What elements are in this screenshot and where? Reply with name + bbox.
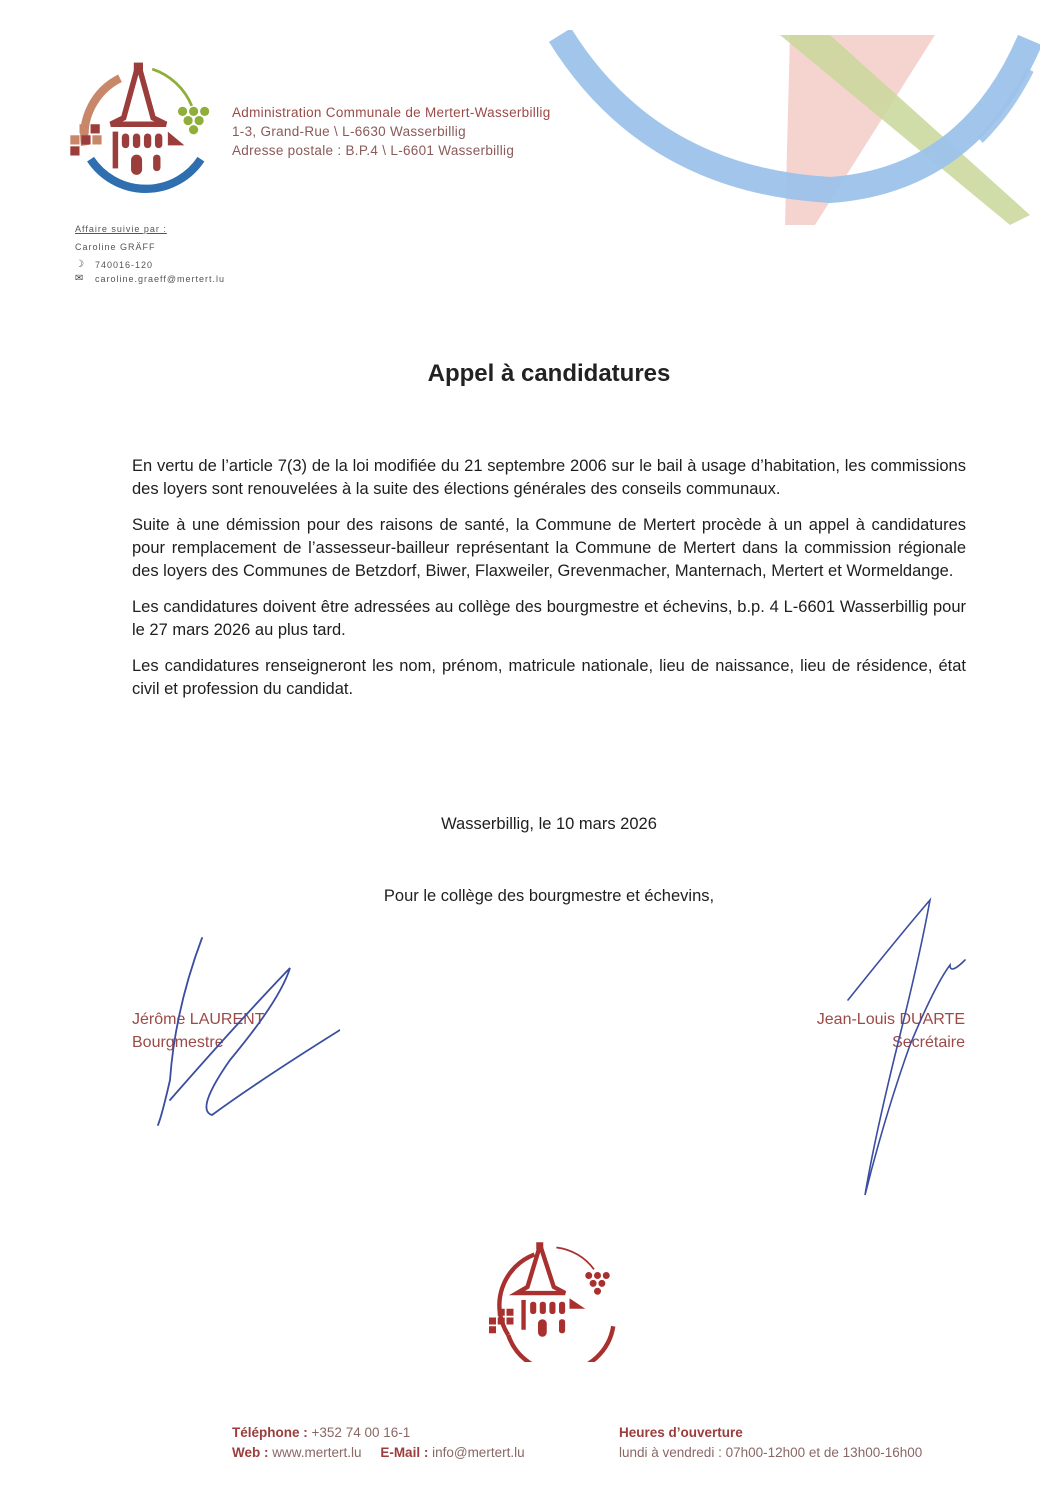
case-handler-email[interactable]: caroline.graeff@mertert.lu: [95, 274, 226, 284]
footer-email-label: E-Mail :: [380, 1445, 429, 1460]
decorative-swoosh-graphic: [540, 30, 1040, 230]
paragraph-requirements: Les candidatures renseigneront les nom, prénom, matricule nationale, lieu de naissance, lieu de résidence, état civil et profession du candidat.: [132, 657, 966, 698]
footer-web-label: Web :: [232, 1445, 269, 1460]
commune-logo: [64, 58, 222, 196]
organization-postal-address: Adresse postale : B.P.4 \ L-6601 Wasserbillig: [232, 143, 515, 158]
signatory-mayor: [132, 1008, 264, 1054]
email-icon: ✉: [75, 273, 85, 284]
opening-hours-label: Heures d’ouverture: [619, 1425, 743, 1440]
signatory-name: Jean-Louis DUARTE: [816, 1011, 965, 1028]
opening-hours-value: lundi à vendredi : 07h00-12h00 et de 13h00-16h00: [619, 1445, 923, 1460]
paragraph-legal-basis: En vertu de l’article 7(3) de la loi modifiée du 21 septembre 2006 sur le bail à usage d’habitation, les commissions des loyers sont renouvelées à la suite des élections générales des conseils communaux.: [132, 457, 966, 498]
paragraph-submission: Les candidatures doivent être adressées au collège des bourgmestre et échevins, b.p. 4 L-6601 Wasserbillig pour le 27 mars 2026 au plus tard.: [132, 598, 966, 639]
footer-web-link[interactable]: www.mertert.lu: [272, 1445, 362, 1460]
case-handler-phone: 740016-120: [95, 260, 154, 270]
signatory-secretary: [817, 1008, 965, 1054]
footer-phone: +352 74 00 16-1: [311, 1425, 411, 1440]
signatory-role: Bourgmestre: [132, 1034, 224, 1051]
signatory-name: Jérôme LAURENT: [132, 1011, 265, 1028]
footer-contact: [232, 1423, 525, 1463]
paragraph-vacancy: Suite à une démission pour des raisons de santé, la Commune de Mertert procède à un appel à candidatures pour remplacement de l’assesseur-bailleur représentant la Commune de Mertert dans la commission régionale des loyers des Communes de Betzdorf, Biwer, Flaxweiler, Grevenmacher, Manternach, Mertert et Wormeldange.: [132, 516, 966, 580]
case-handler-block: [75, 222, 225, 286]
commune-logo-footer: [482, 1238, 622, 1362]
footer-phone-label: Téléphone :: [232, 1425, 308, 1440]
place-and-date: Wasserbillig, le 10 mars 2026: [441, 815, 657, 833]
signatory-role: Secrétaire: [892, 1034, 965, 1051]
organization-header: [232, 103, 551, 160]
closing-formula: Pour le collège des bourgmestre et échevins,: [383, 887, 715, 905]
document-body: [132, 455, 966, 714]
case-handler-label: Affaire suivie par :: [75, 224, 167, 234]
footer-email-link[interactable]: info@mertert.lu: [432, 1445, 525, 1460]
document-title: Appel à candidatures: [427, 360, 671, 387]
organization-address: 1-3, Grand-Rue \ L-6630 Wasserbillig: [232, 124, 466, 139]
case-handler-name: Caroline GRÄFF: [75, 242, 156, 252]
footer-opening-hours: [619, 1423, 922, 1463]
phone-icon: ☽: [75, 259, 85, 270]
organization-name: Administration Communale de Mertert-Wasserbillig: [232, 105, 551, 120]
